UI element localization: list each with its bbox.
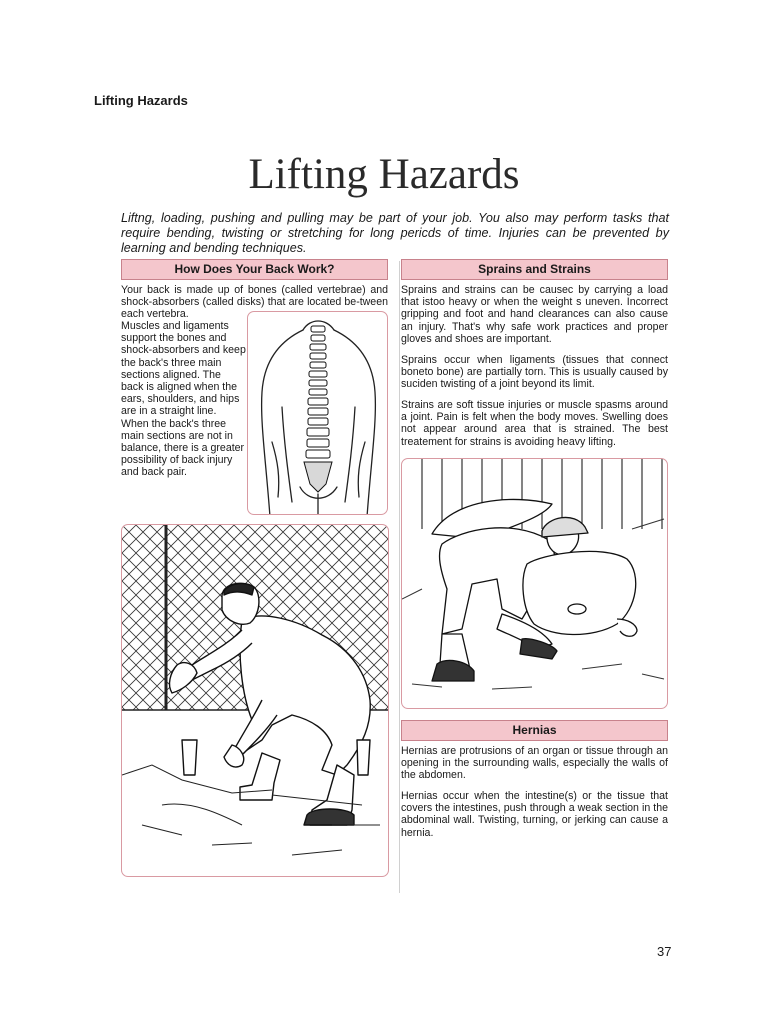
worker-lifting-illustration (121, 524, 389, 877)
page-number: 37 (657, 944, 672, 959)
page-title: Lifting Hazards (248, 151, 520, 198)
intro-text: Liftng, loading, pushing and pulling may be part of your job. You also may perform tasks that require bending, twisting or stretching for long pericds of time. Injuries can be prevented by learning and bending techniques. (121, 211, 669, 255)
worker-helmet-icon (402, 459, 668, 709)
hernias-para-2: Hernias occur when the intestine(s) or the tissue that covers the intestines, push through a weak section in the abdominal wall. Twisting, turning, or jerking can cause a hernia. (401, 790, 668, 839)
header-label: Lifting Hazards (94, 93, 188, 108)
hernias-para-1: Hernias are protrusions of an organ or tissue through an opening in the surrounding walls, especially the walls of the abdomen. (401, 745, 668, 782)
sprains-para-1: Sprains and strains can be causec by carrying a load that istoo heavy or when the weight s uneven. Incorrect gripping and foot and hand clearances can also cause an injury. That's why safe work practices and proper gloves and shoes are important. (401, 284, 668, 345)
sprains-section-heading: Sprains and Strains (401, 259, 668, 280)
spine-figure-icon (248, 312, 388, 515)
column-divider (399, 261, 400, 893)
worker-lifting-icon (122, 525, 389, 877)
sprains-para-3: Strains are soft tissue injuries or muscle spasms around a joint. Pain is felt when the body moves. Swelling does not appear around area that is strained. The best treatement for strains is avoiding heavy lifting. (401, 399, 668, 448)
worker-with-helmet-illustration (401, 458, 668, 709)
spine-illustration (247, 311, 388, 515)
sprains-para-2: Sprains occur when ligaments (tissues that connect boneto bone) are partially torn. This is usually caused by suciden twisting of a joint beyond its limit. (401, 354, 668, 391)
back-section-heading: How Does Your Back Work? (121, 259, 388, 280)
back-text-side: Muscles and ligaments support the bones and shock-absorbers and keep the back's three main sections aligned. The back is aligned when the ears, shoulders, and hips are in a straight line. When the back's three main sections are not in balance, there is a greater possibility of back injury and back pair. (121, 320, 246, 479)
hernias-section-heading: Hernias (401, 720, 668, 741)
back-text-top: Your back is made up of bones (called vertebrae) and shock-absorbers (called disks) that are located be-tween each vertebra. (121, 284, 388, 321)
